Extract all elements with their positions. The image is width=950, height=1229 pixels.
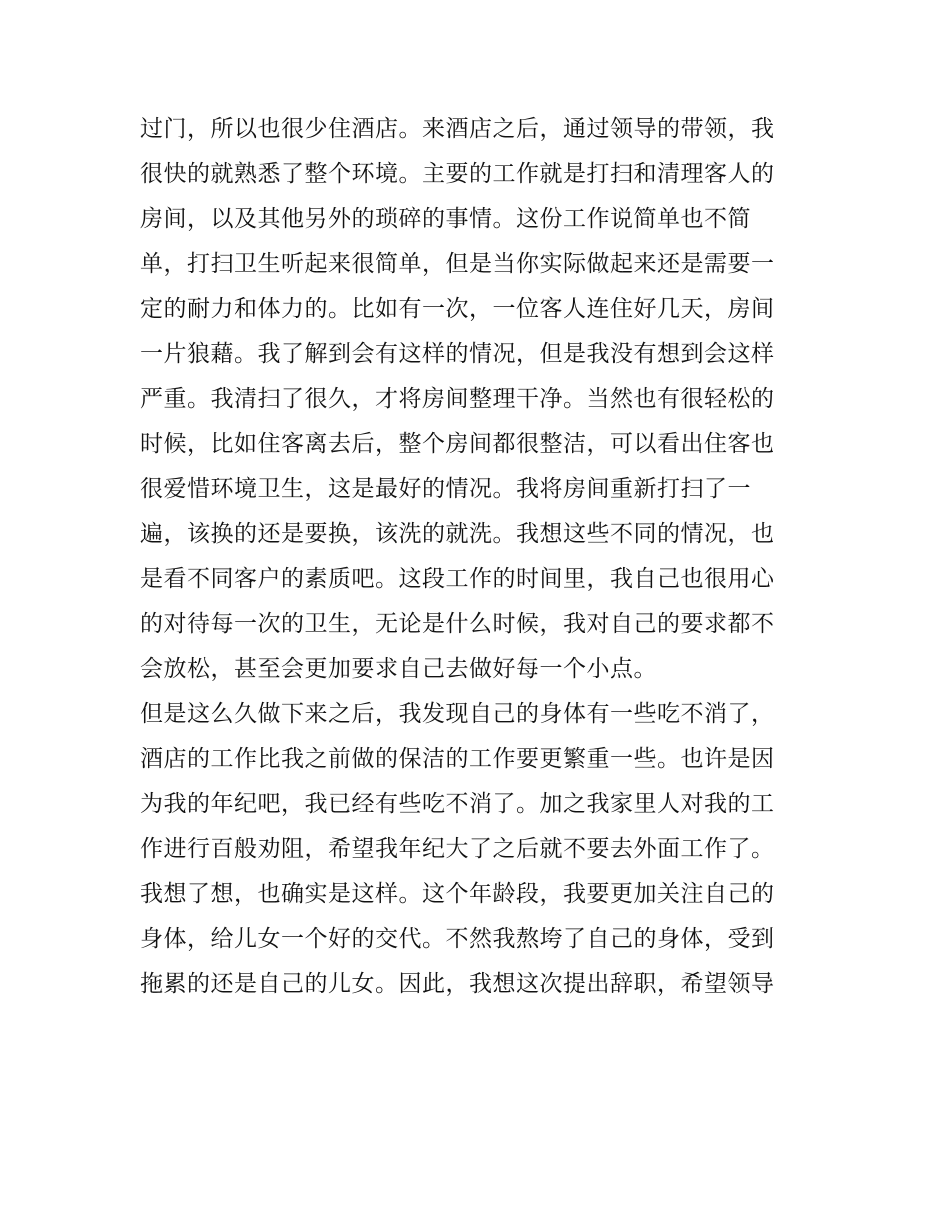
text-line: 的对待每一次的卫生，无论是什么时候，我对自己的要求都不 bbox=[140, 611, 775, 637]
text-line: 是看不同客户的素质吧。这段工作的时间里，我自己也很用心 bbox=[140, 566, 775, 592]
text-line: 但是这么久做下来之后，我发现自己的身体有一些吃不消了， bbox=[140, 701, 775, 727]
text-line: 房间，以及其他另外的琐碎的事情。这份工作说简单也不简 bbox=[140, 206, 751, 232]
text-line: 为我的年纪吧，我已经有些吃不消了。加之我家里人对我的工 bbox=[140, 791, 775, 817]
text-line: 定的耐力和体力的。比如有一次，一位客人连住好几天，房间 bbox=[140, 296, 775, 322]
text-line: 遍，该换的还是要换，该洗的就洗。我想这些不同的情况，也 bbox=[140, 521, 775, 547]
text-line: 过门，所以也很少住酒店。来酒店之后，通过领导的带领，我 bbox=[140, 116, 775, 142]
text-line: 一片狼藉。我了解到会有这样的情况，但是我没有想到会这样 bbox=[140, 341, 775, 367]
body-text bbox=[140, 107, 820, 1007]
text-line: 拖累的还是自己的儿女。因此，我想这次提出辞职，希望领导 bbox=[140, 971, 775, 997]
text-line: 很快的就熟悉了整个环境。主要的工作就是打扫和清理客人的 bbox=[140, 161, 775, 187]
text-line: 时候，比如住客离去后，整个房间都很整洁，可以看出住客也 bbox=[140, 431, 775, 457]
text-line: 单，打扫卫生听起来很简单，但是当你实际做起来还是需要一 bbox=[140, 251, 775, 277]
text-line: 酒店的工作比我之前做的保洁的工作要更繁重一些。也许是因 bbox=[140, 746, 775, 772]
text-line: 作进行百般劝阻，希望我年纪大了之后就不要去外面工作了。 bbox=[140, 836, 775, 862]
text-line: 会放松，甚至会更加要求自己去做好每一个小点。 bbox=[140, 656, 657, 682]
text-line: 我想了想，也确实是这样。这个年龄段，我要更加关注自己的 bbox=[140, 881, 775, 907]
text-line: 很爱惜环境卫生，这是最好的情况。我将房间重新打扫了一 bbox=[140, 476, 751, 502]
text-line: 严重。我清扫了很久，才将房间整理干净。当然也有很轻松的 bbox=[140, 386, 775, 412]
text-line: 身体，给儿女一个好的交代。不然我熬垮了自己的身体，受到 bbox=[140, 926, 775, 952]
